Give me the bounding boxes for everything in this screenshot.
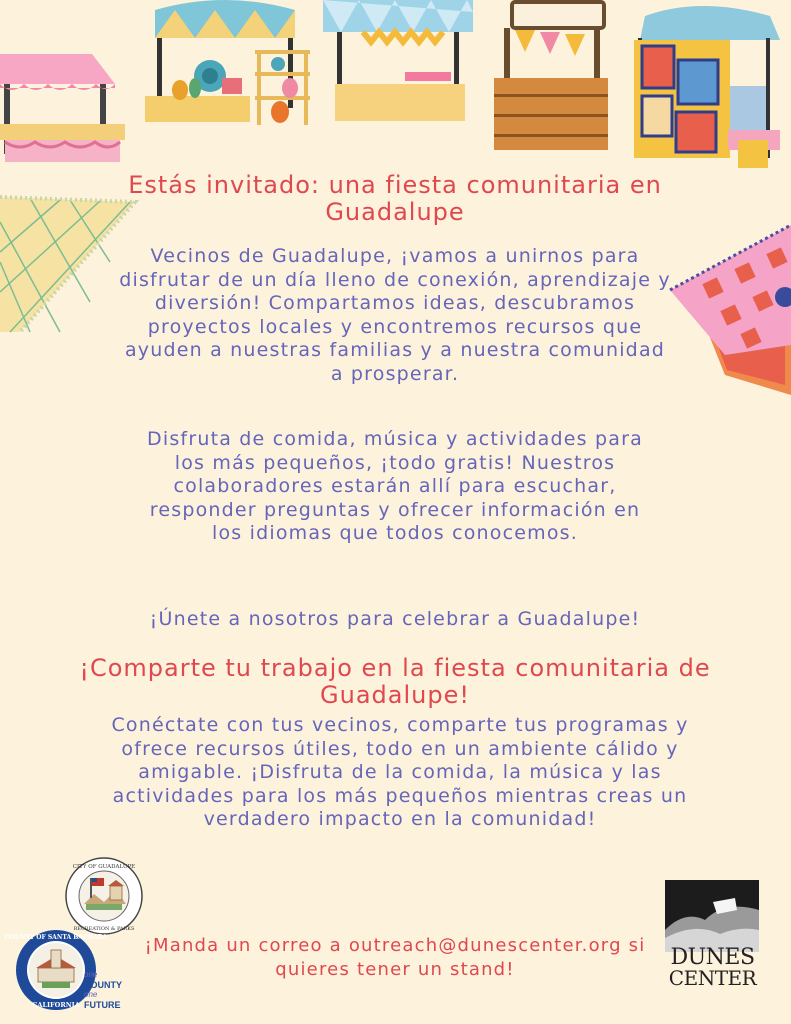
share-heading: ¡Comparte tu trabajo en la fiesta comunitaria de Guadalupe! <box>79 654 711 709</box>
guadalupe-recreation-parks-seal-logo <box>64 856 144 936</box>
dunes-center-logo <box>665 880 760 988</box>
dunes-wordmark-line-2: CENTER <box>668 966 757 990</box>
dunes-wordmark-line-1: DUNES <box>670 945 755 970</box>
art-market-stall-illustration <box>620 0 790 172</box>
dunes-photo-icon <box>665 880 759 952</box>
contact-line: ¡Manda un correo a outreach@dunescenter.org si quieres tener un stand! <box>144 935 646 980</box>
tagline-one-2: one <box>84 990 98 999</box>
seal-top-text: CITY OF GUADALUPE <box>72 864 136 870</box>
pottery-market-stall-illustration <box>140 0 315 130</box>
blue-awning-stall-illustration <box>323 0 473 125</box>
checkered-picnic-blanket-illustration <box>665 225 791 405</box>
county-ring-text: COUNTY OF SANTA BARBARA <box>4 934 108 941</box>
invite-heading: Estás invitado: una fiesta comunitaria en Guadalupe <box>128 171 662 226</box>
tagline-county: COUNTY <box>84 980 122 990</box>
invite-paragraph-1: Vecinos de Guadalupe, ¡vamos a unirnos para disfrutar de un día lleno de conexión, aprendizaje y diversión! Compartamos ideas, descubramos proyectos locales y encontremos recursos que ayuden a nuestras familias y a nuestra comunidad a prosperar. <box>119 245 671 385</box>
one-county-one-future-tagline <box>84 970 154 1010</box>
wooden-stall-illustration <box>490 0 612 150</box>
county-state-text: CALIFORNIA <box>32 1001 80 1009</box>
tagline-future: FUTURE <box>84 1000 121 1010</box>
invite-celebrate-line: ¡Únete a nosotros para celebrar a Guadalupe! <box>149 608 641 630</box>
pink-market-stall-illustration <box>0 24 130 164</box>
share-paragraph: Conéctate con tus vecinos, comparte tus programas y ofrece recursos útiles, todo en un ambiente cálido y amigable. ¡Disfruta de la comida, la música y las actividades para los más pequeños mientras creas un verdadero impacto en la comunidad! <box>111 714 689 830</box>
tagline-one-1: one <box>84 970 98 979</box>
seal-bottom-text: RECREATION & PARKS <box>73 926 135 932</box>
invite-paragraph-2: Disfruta de comida, música y actividades para los más pequeños, ¡todo gratis! Nuestros colaboradores estarán allí para escuchar, responder preguntas y ofrecer información en los idiomas que todos conocemos. <box>147 428 643 544</box>
